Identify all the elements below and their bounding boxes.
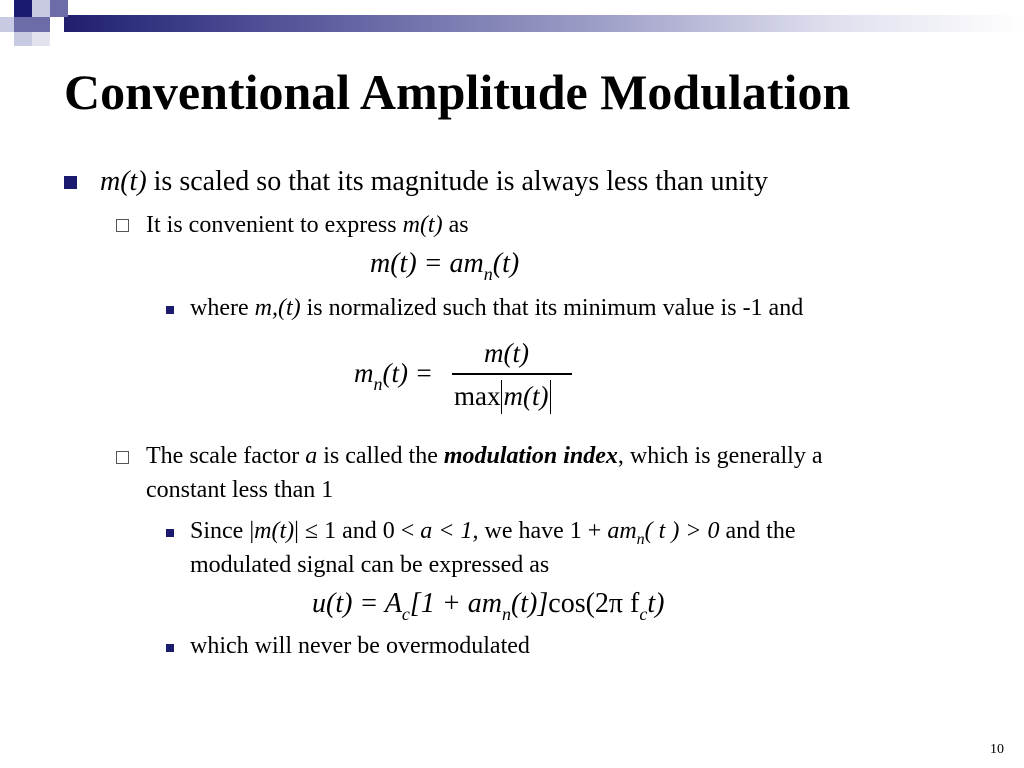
bullet-small-square-icon: [166, 644, 174, 652]
bullet-4-post: , which is generally a: [617, 443, 823, 469]
bullet-2-text: [146, 212, 469, 239]
fraction-bar: [452, 373, 572, 375]
eq3-t-bracket: (t)]: [510, 588, 549, 619]
eq2-subscript-n: n: [373, 374, 383, 394]
eq2-numerator: m(t): [484, 338, 529, 368]
header-square-light: [32, 32, 50, 46]
bullet-2-pre: It is convenient to express: [146, 212, 403, 238]
bullet-6-text: which will never be overmodulated: [190, 633, 530, 659]
math-subscript-n: n: [636, 530, 645, 548]
bullet-4-text: [146, 443, 823, 470]
header-decoration: [0, 0, 1024, 46]
header-square-mid: [14, 17, 32, 32]
bullet-square-icon: [64, 176, 77, 189]
bullet-5-pre: Since |: [190, 518, 255, 544]
bullet-4-mid: is called the: [317, 443, 444, 469]
eq3-cos: cos(2π f: [548, 588, 640, 619]
header-square-light: [0, 17, 14, 32]
math-m-comma-t: m,(t): [254, 295, 301, 321]
eq1-lhs: m(t) = am: [370, 248, 484, 279]
bullet-hollow-square-icon: [116, 451, 129, 464]
bullet-5-post: and the: [719, 518, 796, 544]
equation-mn-normalized: [354, 338, 584, 418]
math-a: a: [305, 443, 318, 469]
slide-title: Conventional Amplitude Modulation: [64, 64, 851, 120]
eq3-u-equals-A: u(t) = A: [312, 588, 402, 619]
header-square-mid: [32, 17, 50, 32]
page-number: 10: [990, 742, 1004, 757]
bullet-5-line-2: modulated signal can be expressed as: [190, 552, 550, 578]
bullet-5-text: [190, 518, 796, 549]
bullet-2-post: as: [442, 212, 469, 238]
eq3-bracket-am: [1 + am: [409, 588, 502, 619]
math-m-of-t: m(t): [100, 166, 147, 197]
bullet-small-square-icon: [166, 306, 174, 314]
bullet-3-text: [190, 295, 803, 322]
header-square-light: [32, 0, 50, 17]
equation-m-equals-a-mn: [370, 248, 520, 284]
math-m-of-t: m(t): [254, 518, 295, 544]
bullet-4-line-2: constant less than 1: [146, 477, 334, 503]
equation-modulated-signal: [312, 588, 665, 624]
eq3-subscript-c2: c: [639, 604, 648, 624]
eq3-end: t): [647, 588, 665, 619]
eq1-subscript-n: n: [483, 264, 493, 284]
header-square-mid: [50, 0, 68, 17]
math-am: am: [607, 518, 637, 544]
bullet-hollow-square-icon: [116, 219, 129, 232]
eq2-t-equals: (t) =: [382, 358, 433, 388]
header-gradient-bar: [64, 15, 1024, 32]
eq2-m: m: [354, 358, 374, 388]
bullet-1-body: is scaled so that its magnitude is always less than unity: [146, 166, 769, 197]
math-m-of-t: m(t): [402, 212, 443, 238]
eq3-subscript-c: c: [401, 604, 410, 624]
eq2-denominator: [454, 380, 551, 414]
math-a-range: a < 1,: [420, 518, 479, 544]
modulation-index-term: modulation index: [443, 443, 618, 469]
bullet-small-square-icon: [166, 529, 174, 537]
bullet-5-mid: | ≤ 1 and 0 <: [294, 518, 421, 544]
bullet-3-pre: where: [190, 295, 255, 321]
bullet-5-mid2: we have 1 +: [478, 518, 608, 544]
eq2-abs-m-of-t: m(t): [503, 381, 549, 411]
eq2-lhs: [354, 358, 433, 394]
header-square-light: [14, 32, 32, 46]
eq1-rhs: (t): [492, 248, 520, 279]
header-square-dark: [14, 0, 32, 17]
bullet-4-pre: The scale factor: [146, 443, 306, 469]
math-arg-positive: ( t ) > 0: [644, 518, 720, 544]
eq2-max: max: [454, 381, 501, 411]
bullet-3-post: is normalized such that its minimum value is -1 and: [300, 295, 804, 321]
bullet-1-text: [100, 166, 768, 198]
eq3-subscript-n: n: [501, 604, 511, 624]
